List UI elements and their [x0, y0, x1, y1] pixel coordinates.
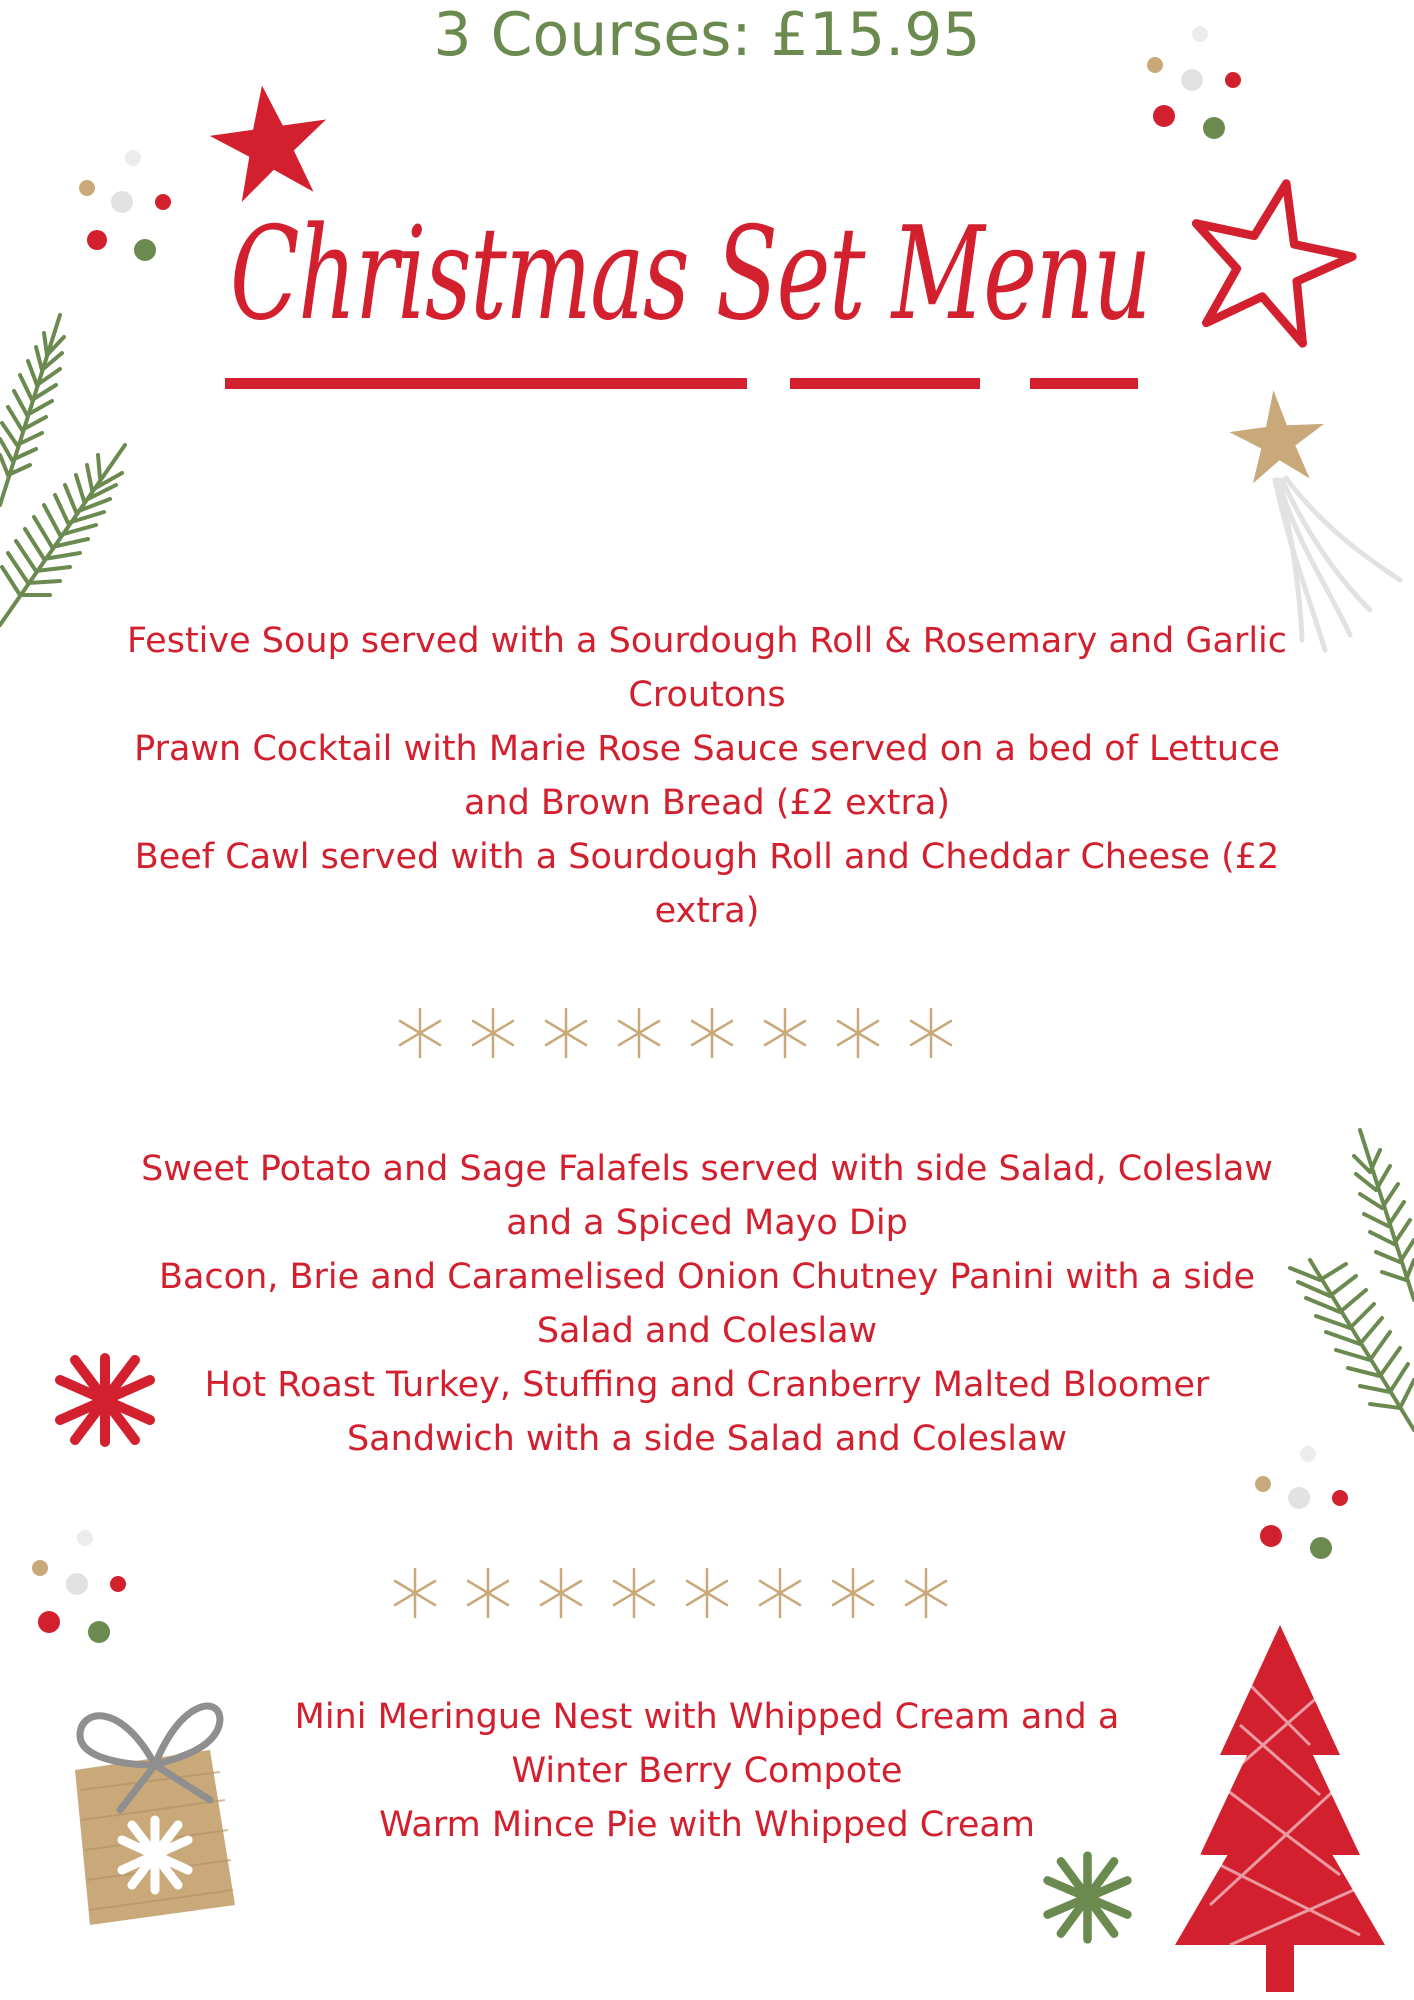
outline-star-icon — [1175, 175, 1365, 345]
menu-item: Mini Meringue Nest with Whipped Cream and a Winter Berry Compote — [294, 1697, 1120, 1791]
dots-icon — [75, 140, 185, 270]
menu-title — [200, 160, 1180, 400]
dots-icon — [25, 1520, 135, 1650]
menu-item: Hot Roast Turkey, Stuffing and Cranberry Malted Bloomer Sandwich with a side Salad and Coleslaw — [204, 1365, 1210, 1459]
gift-icon — [60, 1680, 250, 1930]
menu-item: Sweet Potato and Sage Falafels served with side Salad, Coleslaw and a Spiced Mayo Dip — [141, 1149, 1273, 1243]
asterisk-divider-icon — [375, 1563, 975, 1623]
menu-item: Beef Cawl served with a Sourdough Roll and Cheddar Cheese (£2 extra) — [134, 837, 1280, 931]
menu-item: Bacon, Brie and Caramelised Onion Chutney Panini with a side Salad and Coleslaw — [158, 1257, 1256, 1351]
menu-item: Festive Soup served with a Sourdough Roll & Rosemary and Garlic Croutons — [126, 621, 1288, 715]
pine-branch-icon — [1290, 1120, 1414, 1450]
asterisk-divider-icon — [380, 1003, 980, 1063]
desserts-section — [235, 1690, 1179, 1852]
menu-item: Prawn Cocktail with Marie Rose Sauce served on a bed of Lettuce and Brown Bread (£2 extra) — [134, 729, 1280, 823]
starters-section — [120, 614, 1294, 938]
snowflake-icon — [1040, 1850, 1135, 1945]
menu-title-text: Christmas Set Menu — [230, 200, 1150, 349]
menu-item: Warm Mince Pie with Whipped Cream — [379, 1805, 1035, 1845]
price-heading: 3 Courses: £15.95 — [433, 0, 981, 70]
mains-section — [120, 1142, 1294, 1466]
pine-branch-icon — [0, 305, 140, 645]
dots-icon — [1140, 20, 1250, 150]
christmas-tree-icon — [1170, 1625, 1390, 1995]
